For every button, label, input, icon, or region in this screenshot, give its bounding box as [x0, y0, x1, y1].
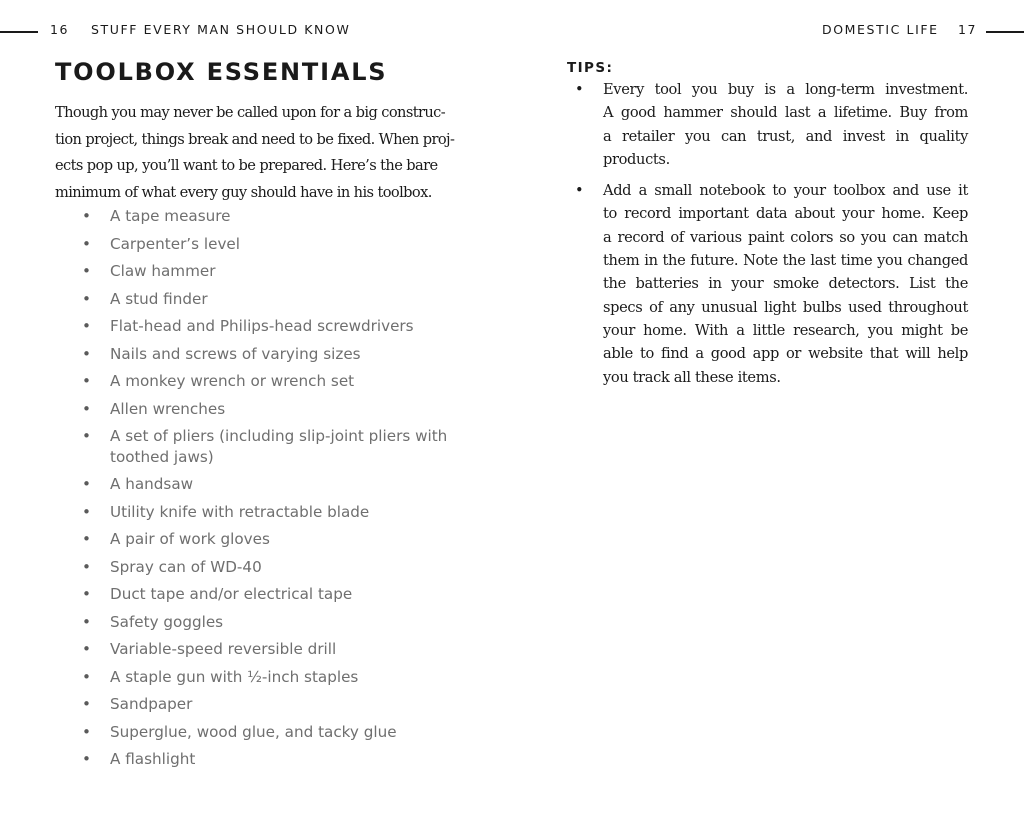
tool-list-item	[0, 399, 470, 420]
tool-label: Sandpaper	[110, 695, 193, 713]
bullet: •	[82, 262, 91, 280]
bullet: •	[82, 427, 91, 445]
right-running-title: DOMESTIC LIFE	[822, 22, 939, 37]
bullet: •	[82, 234, 91, 253]
bullet: •	[82, 207, 91, 225]
bullet: •	[575, 182, 584, 200]
tips-list	[0, 78, 968, 397]
bullet: •	[82, 557, 91, 576]
tip-line: a record of various paint colors so you can match	[603, 228, 968, 246]
bullet: •	[82, 612, 91, 631]
tip-item	[0, 179, 968, 389]
tool-list-item	[0, 749, 470, 770]
tips-heading: TIPS:	[567, 60, 614, 76]
bullet: •	[82, 695, 91, 713]
right-page-number: 17	[958, 22, 978, 37]
tool-label: Utility knife with retractable blade	[110, 502, 370, 521]
tool-list-item	[0, 694, 470, 715]
bullet: •	[82, 722, 91, 741]
tool-list-item	[0, 474, 470, 495]
tool-list-item	[0, 722, 470, 743]
bullet: •	[82, 475, 91, 493]
tool-label: A set of pliers (including slip-joint pliers with toothed jaws)	[110, 427, 448, 466]
tip-line: you track all these items.	[603, 368, 781, 386]
header-rule-right	[986, 31, 1024, 33]
tip-line: to record important data about your home. Keep	[603, 205, 968, 223]
tip-line: specs of any unusual light bulbs used throughout	[603, 298, 968, 316]
bullet: •	[82, 344, 91, 363]
bullet: •	[82, 667, 91, 686]
tip-line: them in the future. Note the last time you changed	[603, 252, 968, 270]
bullet: •	[575, 81, 584, 98]
tool-list-item	[0, 639, 470, 660]
tip-line: A good hammer should last a lifetime. Buy from	[603, 104, 968, 122]
tip-line: your home. With a little research, you might be	[603, 321, 968, 339]
tool-label: A staple gun with ½-inch staples	[110, 667, 359, 686]
bullet: •	[82, 640, 91, 658]
tool-label: Carpenter’s level	[110, 234, 240, 253]
bullet: •	[82, 289, 91, 308]
bullet: •	[82, 750, 91, 768]
tip-line: Add a small notebook to your toolbox and use it	[603, 182, 968, 200]
tool-label: Allen wrenches	[110, 399, 226, 418]
bullet: •	[82, 530, 91, 548]
tip-item	[0, 78, 968, 171]
tip-line: a retailer you can trust, and invest in quality	[603, 127, 968, 145]
tool-list-item	[0, 612, 470, 633]
bullet: •	[82, 317, 91, 335]
tool-label: Nails and screws of varying sizes	[110, 344, 361, 363]
intro-line: minimum of what every guy should have in his toolbox.	[55, 183, 432, 201]
tool-list-item	[0, 426, 470, 467]
intro-line: Though you may never be called upon for a big construc-	[55, 104, 446, 121]
bullet: •	[82, 585, 91, 603]
tool-label: Superglue, wood glue, and tacky glue	[110, 722, 397, 741]
tool-label: Safety goggles	[110, 612, 224, 631]
left-running-title: STUFF EVERY MAN SHOULD KNOW	[91, 22, 351, 37]
tool-label: A handsaw	[110, 475, 194, 493]
tool-label: A tape measure	[110, 207, 231, 225]
bullet: •	[82, 372, 91, 390]
intro-line: tion project, things break and need to be fixed. When proj-	[55, 130, 455, 148]
tip-line: able to find a good app or website that will help	[603, 345, 968, 363]
left-page-number: 16	[50, 22, 70, 37]
header-rule-left	[0, 31, 38, 33]
tool-label: Flat-head and Philips-head screwdrivers	[110, 317, 414, 335]
tool-label: A monkey wrench or wrench set	[110, 372, 355, 390]
tip-line: the batteries in your smoke detectors. List the	[603, 275, 968, 293]
tool-label: A stud finder	[110, 289, 208, 308]
intro-line: ects pop up, you’ll want to be prepared. Here’s the bare	[55, 157, 438, 174]
tool-label: Claw hammer	[110, 262, 216, 280]
bullet: •	[82, 502, 91, 521]
tool-label: A pair of work gloves	[110, 530, 270, 548]
tool-label: Duct tape and/or electrical tape	[110, 585, 353, 603]
bullet: •	[82, 399, 91, 418]
tool-label: A flashlight	[110, 750, 196, 768]
tool-list-item	[0, 667, 470, 688]
tool-list-item	[0, 557, 470, 578]
tip-line: products.	[603, 150, 670, 168]
tool-label: Variable-speed reversible drill	[110, 640, 337, 658]
tool-list-item	[0, 502, 470, 523]
page-title: TOOLBOX ESSENTIALS	[55, 58, 388, 86]
tip-line: Every tool you buy is a long-term investment.	[603, 81, 968, 98]
tool-label: Spray can of WD-40	[110, 557, 262, 576]
tool-list-item	[0, 584, 470, 605]
tool-list-item	[0, 529, 470, 550]
